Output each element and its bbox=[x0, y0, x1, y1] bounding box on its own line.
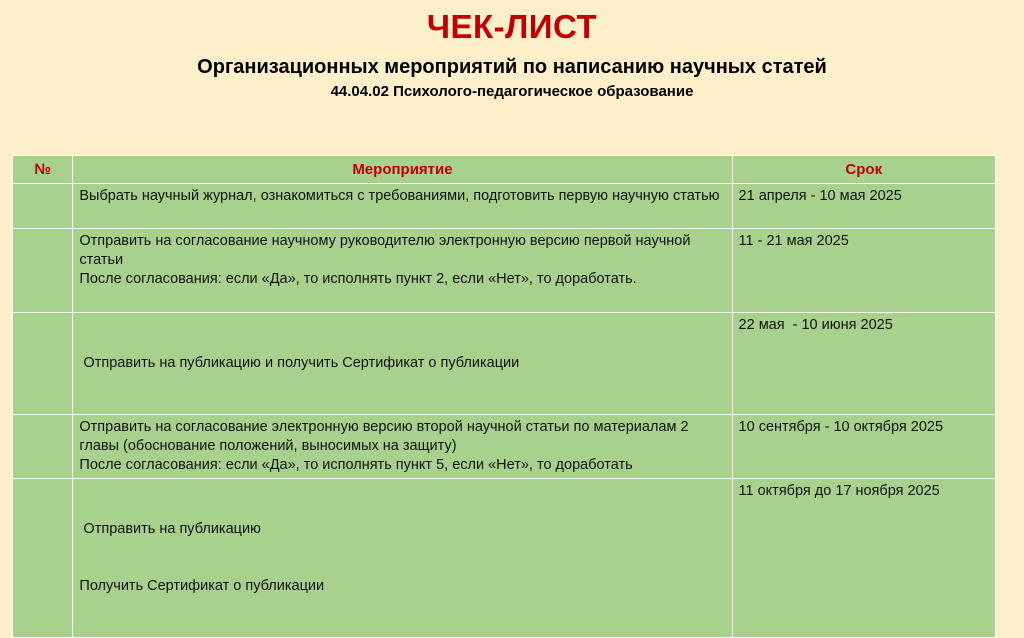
row-activity bbox=[73, 313, 732, 415]
row-number bbox=[13, 313, 73, 415]
row-activity bbox=[73, 479, 732, 638]
activity-line: Отправить на публикацию bbox=[79, 521, 261, 537]
row-deadline: 22 мая - 10 июня 2025 bbox=[732, 313, 995, 415]
table-row bbox=[13, 415, 996, 479]
table-row bbox=[13, 184, 996, 229]
row-number bbox=[13, 229, 73, 313]
activity-line: После согласования: если «Да», то исполнять пункт 2, если «Нет», то доработать. bbox=[79, 271, 637, 287]
page-subtitle: Организационных мероприятий по написанию научных статей bbox=[197, 56, 827, 78]
table-row bbox=[13, 229, 996, 313]
row-deadline: 21 апреля - 10 мая 2025 bbox=[732, 184, 995, 229]
row-deadline: 11 - 21 мая 2025 bbox=[732, 229, 995, 313]
activity-line: Получить Сертификат о публикации bbox=[79, 578, 325, 594]
activity-line: Выбрать научный журнал, ознакомиться с требованиями, подготовить первую научную статью bbox=[79, 188, 720, 204]
row-number bbox=[13, 479, 73, 638]
row-activity bbox=[73, 415, 732, 479]
row-deadline: 10 сентября - 10 октября 2025 bbox=[732, 415, 995, 479]
row-activity bbox=[73, 184, 732, 229]
activity-line: После согласования: если «Да», то исполнять пункт 5, если «Нет», то доработать bbox=[79, 457, 633, 473]
activity-line: Отправить на согласование электронную версию второй научной статьи по материалам 2 главы (обоснование положений, выносимых на защиту) bbox=[79, 419, 689, 454]
page-title: ЧЕК-ЛИСТ bbox=[426, 8, 598, 45]
activity-line: Отправить на согласование научному руководителю электронную версию первой научной статьи bbox=[79, 233, 691, 268]
row-activity bbox=[73, 229, 732, 313]
activity-line: Отправить на публикацию и получить Сертификат о публикации bbox=[79, 355, 520, 371]
row-number bbox=[13, 184, 73, 229]
checklist-table bbox=[12, 155, 996, 638]
table-row bbox=[13, 313, 996, 415]
column-header-activity: Мероприятие bbox=[73, 156, 732, 184]
row-number bbox=[13, 415, 73, 479]
table-row bbox=[13, 479, 996, 638]
column-header-deadline: Срок bbox=[732, 156, 995, 184]
table-header-row bbox=[13, 156, 996, 184]
row-deadline: 11 октября до 17 ноября 2025 bbox=[732, 479, 995, 638]
column-header-number: № bbox=[13, 156, 73, 184]
program-code: 44.04.02 Психолого-педагогическое образование bbox=[330, 83, 694, 100]
